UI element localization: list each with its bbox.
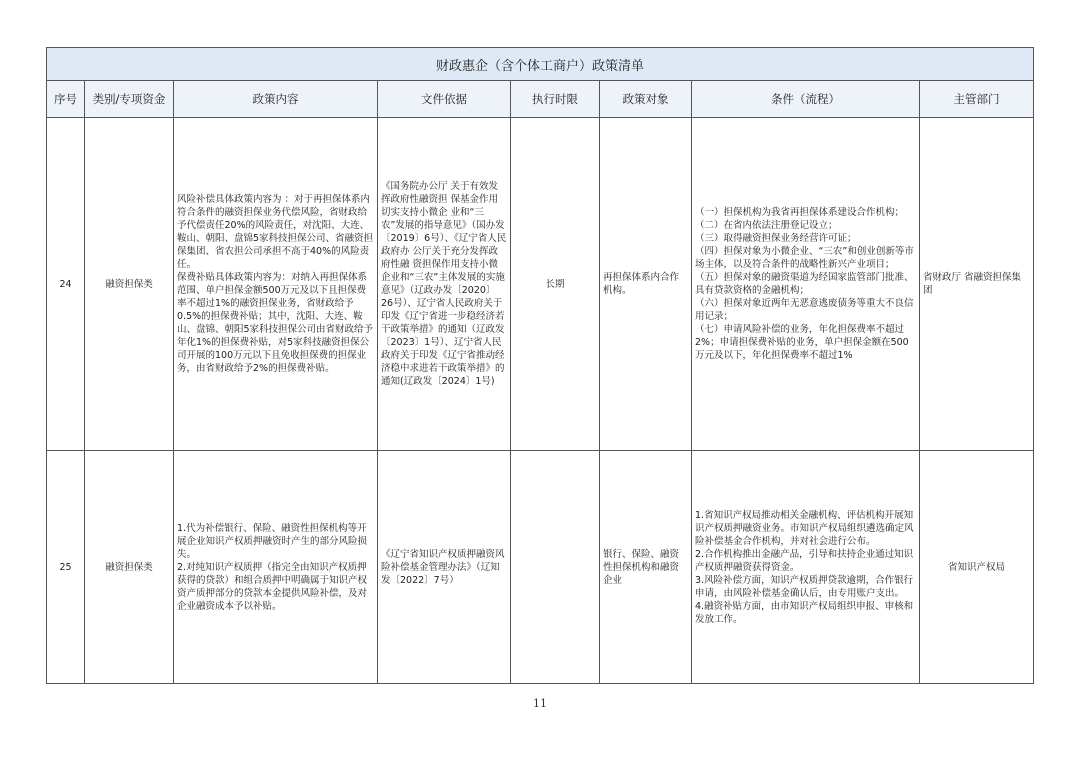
condition-item: 3.风险补偿方面，知识产权质押贷款逾期，合作银行申请，由风险补偿基金确认后，由专用账户支出。 — [695, 574, 914, 599]
row-category: 融资担保类 — [85, 118, 174, 451]
content-paragraph: 保费补贴具体政策内容为：对纳入再担保体系范围、单户担保金额500万元及以下且担保费率不超过1%的融资担保业务，省财政给予0.5%的担保费补贴；其中，沈阳、大连、鞍山、盘锦、朝阳5家科技担保公司由省财政给予年化1%的担保费补贴，对5家科技融资担保公司开展的100万元以下且免收担保费的担保业务，由省财政给予2%的担保费补贴。 — [177, 272, 374, 374]
condition-item: （二）在省内依法注册登记设立； — [695, 220, 838, 231]
row-target — [600, 118, 692, 451]
condition-item: （七）申请风险补偿的业务，年化担保费率不超过2%；申请担保费补贴的业务，单户担保金额在500万元及以下，年化担保费率不超过1% — [695, 324, 909, 361]
row-term — [511, 451, 600, 684]
header-term: 执行时限 — [511, 81, 600, 118]
page-number: 11 — [533, 697, 547, 710]
condition-item: （五）担保对象的融资渠道为经国家监管部门批准、具有贷款资格的金融机构； — [695, 272, 914, 296]
condition-item: （三）取得融资担保业务经营许可证； — [695, 233, 857, 244]
header-category: 类别/专项资金 — [85, 81, 174, 118]
row-conditions — [692, 451, 920, 684]
table-row — [47, 118, 1034, 451]
condition-item: （一）担保机构为我省再担保体系建设合作机构； — [695, 207, 905, 218]
row-department — [920, 118, 1034, 451]
row-content — [174, 118, 378, 451]
row-content — [174, 451, 378, 684]
header-number: 序号 — [47, 81, 85, 118]
row-conditions — [692, 118, 920, 451]
row-number: 24 — [47, 118, 85, 451]
row-basis — [378, 118, 511, 451]
row-number: 25 — [47, 451, 85, 684]
content-paragraph: 风险补偿具体政策内容为 ：对于再担保体系内符合条件的融资担保业务代偿风险，省财政给予代偿责任20%的风险责任，对沈阳、大连、鞍山、朝阳、盘锦5家科技担保公司、省融资担保集团、省农担公司承担不高于40%的风险责任。 — [177, 194, 374, 270]
header-department: 主管部门 — [920, 81, 1034, 118]
condition-item: 1.省知识产权局推动相关金融机构、评估机构开展知识产权质押融资业务。市知识产权局组织遴选确定风险补偿基金合作机构，并对社会进行公布。 — [695, 509, 914, 547]
condition-item: 4.融资补贴方面，由市知识产权局组织申报、审核和发放工作。 — [695, 600, 914, 625]
department-text: 省财政厅 省融资担保集团 — [923, 272, 1022, 296]
header-target: 政策对象 — [600, 81, 692, 118]
target-text: 再担保体系内合作机构。 — [603, 272, 680, 296]
content-paragraph: 2.对纯知识产权质押（指完全由知识产权质押获得的贷款）和组合质押中明确属于知识产权资产质押部分的贷款本金提供风险补偿，及对企业融资成本予以补贴。 — [177, 561, 368, 612]
row-category: 融资担保类 — [85, 451, 174, 684]
header-conditions: 条件（流程） — [692, 81, 920, 118]
row-basis — [378, 451, 511, 684]
policy-table — [46, 47, 1034, 684]
condition-item: 2.合作机构推出金融产品，引导和扶持企业通过知识产权质押融资获得资金。 — [695, 548, 914, 573]
target-text: 银行、保险、融资性担保机构和融资企业 — [603, 548, 680, 586]
table-row — [47, 451, 1034, 684]
basis-text: 《国务院办公厅 关于有效发挥政府性融资担 保基金作用切实支持小微企 业和“三农”发展的指导意见》（国办发〔2019〕6号）、《辽宁省人民政府办 公厅关于充分发挥政府性融 资担保作用支持小微企业和“三农”主体发展的实施意见》（辽政办发〔2020〕26号）、辽宁省人民政府关于印发《辽宁省进一步稳经济若干政策举措》的通知（辽政发〔2023〕1号）、辽宁省人民政府关于印发《辽宁省推动经济稳中求进若干政策举措》的通知(辽政发〔2024〕1号) — [381, 181, 507, 387]
condition-item: （四）担保对象为小微企业、“三农”和创业创新等市场主体，以及符合条件的战略性新兴产业项目； — [695, 246, 914, 270]
table-title: 财政惠企（含个体工商户）政策清单 — [47, 48, 1034, 81]
row-department: 省知识产权局 — [920, 451, 1034, 684]
header-content: 政策内容 — [174, 81, 378, 118]
basis-text: 《辽宁省知识产权质押融资风险补偿基金管理办法》（辽知发〔2022〕7号） — [381, 548, 505, 586]
header-basis: 文件依据 — [378, 81, 511, 118]
condition-item: （六）担保对象近两年无恶意逃废债务等重大不良信用记录； — [695, 298, 914, 322]
row-term: 长期 — [511, 118, 600, 451]
row-target — [600, 451, 692, 684]
content-paragraph: 1.代为补偿银行、保险、融资性担保机构等开展企业知识产权质押融资时产生的部分风险损失。 — [177, 522, 368, 560]
